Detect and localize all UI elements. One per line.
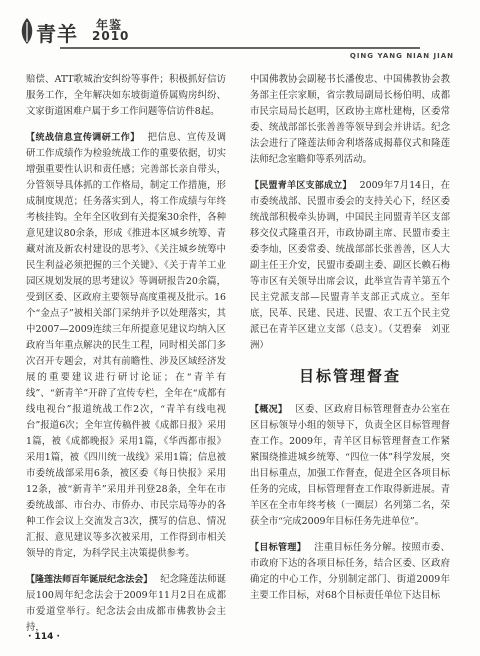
right-intro: 中国佛教协会副秘书长潘俊忠、中国佛教协会教务部主任宗家顺，省宗教局副局长杨伯明、成都市民宗局局长赵明，区政协主席杜建梅，区委常委、统战部部长张善善等领导到会并讲话。纪念法会进行了隆莲法师舍利塔落成揭幕仪式和隆莲法师纪念室瞻仰等系列活动。 <box>250 74 450 165</box>
article-body: 纪念隆莲法师诞辰100周年纪念法会于2009年11月2日在成都市爱道堂举行。纪念法会由成都市佛教协会主持， <box>26 574 226 633</box>
logo-year: 2010 <box>92 29 130 43</box>
header-pinyin: QING YANG NIAN JIAN <box>349 52 454 60</box>
article-heading: 【目标管理】 <box>250 543 307 553</box>
article-heading: 【隆莲法师百年诞辰纪念法会】 <box>26 575 153 585</box>
article-heading: 【统战信息宣传调研工作】 <box>26 133 140 143</box>
article-longlian-memorial <box>26 572 226 636</box>
article-heading: 【概况】 <box>250 405 288 415</box>
article-body: 把信息、宣传及调研工作成绩作为检验统战工作的重要依据，切实增强重要性认识和责任感；完善部长亲自带头，分管领导具体抓的工作格局，制定工作措施，形成制度规范；任务落实到人，将工作成绩与年终考核挂钩。全年全区收到有关提案30余件，各种意见建议80余条，形成《推进本区城乡统筹、青藏对流及新农村建设的思考》、《关注城乡统筹中民生利益必须把握的三个关键》、《关于青羊工业园区规划发展的思考建议》等调研报告20余篇，受到区委、区政府主要领导高度重视及批示。16个“金点子”被相关部门采纳并予以处理落实，其中2007—2009连续三年所提意见建议均纳入区政府当年重点解决的民生工程，同时相关部门多次召开专题会，对其有前瞻性、涉及区域经济发展的重要建议进行研讨论证；在“青羊有线”、“新青羊”开辟了宣传专栏，全年在“成都有线电视台”报道统战工作2次，“青羊有线电视台”报道6次；全年宣传稿件被《成都日报》采用1篇，被《成都晚报》采用1篇，《华西都市报》采用1篇，被《四川统一战线》采用1篇；信息被市委统战部采用6条，被区委《每日快报》采用12条，被“新青羊”采用并刊登28条，全年在市委统战部、市台办、市侨办、市民宗局等办的各种工作会议上交流发言3次，撰写的信息、情况汇报、意见建议等多次被采用，工作得到市相关领导的肯定，为科学民主决策提供参考。 <box>26 132 226 559</box>
logo-subtitle: 年鉴 <box>96 18 123 32</box>
leaf-icon <box>18 16 36 46</box>
article-minmeng-branch <box>250 178 450 354</box>
section-title: 目标管理督查 <box>298 367 401 385</box>
right-column <box>250 72 450 614</box>
page-header <box>0 0 480 60</box>
article-body: 区委、区政府目标管理督查办公室在区目标领导小组的领导下，负责全区目标管理督查工作。2009年，青羊区目标管理督查工作紧紧围绕推进城乡统筹、“四位一体”科学发展，突出目标重点，加强工作督查，促进全区各项目标任务的完成，目标管理督查工作取得新进展。青羊区在全市年终考核（一圈层）名列第二名，荣获全市“完成2009年目标任务先进单位”。 <box>250 404 450 527</box>
page-number: · 114 · <box>28 632 60 642</box>
article-united-front-info <box>26 130 226 562</box>
header-rule <box>60 47 420 49</box>
article-body: 注重目标任务分解。按照市委、市政府下达的各项目标任务，结合区委、区政府确定的中心工作，分别制定部门、街道2009年主要工作目标，对68个目标责任单位下达目标 <box>250 542 450 601</box>
logo-title: 青羊 <box>36 22 78 46</box>
left-intro: 赔偿、ATT歌城治安纠纷等事件；积极抓好信访服务工作，全年解决如东坡街道侨属购房纠纷、文家街道困难户属于乡工作问题等信访件8起。 <box>26 74 226 117</box>
article-overview <box>250 402 450 530</box>
article-body: 2009年7月14日，在市委统战部、民盟市委会的支持关心下，经区委统战部积极牵头协调，中国民主同盟青羊区支部移交仪式隆重召开，市政协副主席、民盟市委主委李灿，区委常委、统战部部长张善善，区人大副主任王介安，民盟市委副主委、副区长赖石梅等市区有关领导出席会议，此举宣告青羊第五个民主党派支部—民盟青羊支部正式成立。至年底，民革、民建、民进、民盟、农工五个民主党派已在青羊区建立支部（总支）。（艾碧秦 刘亚洲） <box>250 180 450 351</box>
article-heading: 【民盟青羊区支部成立】 <box>250 181 352 191</box>
article-target-management <box>250 540 450 604</box>
left-column <box>26 72 226 646</box>
